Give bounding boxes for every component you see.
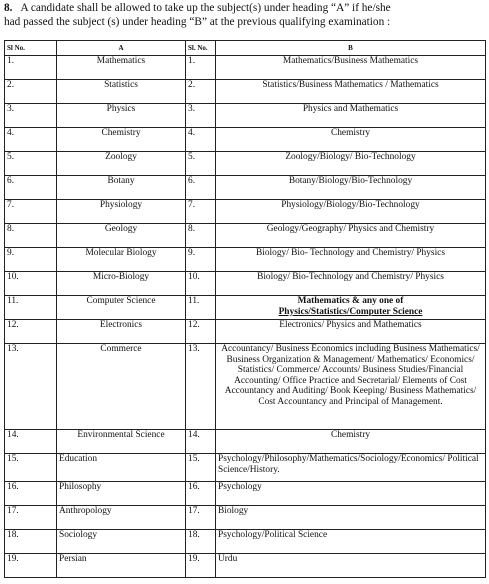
row-sl-b: 13.: [186, 344, 216, 430]
row-subject-b: Biology/ Bio-Technology and Chemistry/ Physics: [216, 272, 486, 296]
row-subject-b: Biology/ Bio- Technology and Chemistry/ Physics: [216, 248, 486, 272]
table-row: [5, 152, 486, 176]
row-sl-b: 17.: [186, 506, 216, 530]
header-b: B: [216, 41, 486, 56]
row-sl-b: 9.: [186, 248, 216, 272]
row-sl-b: 10.: [186, 272, 216, 296]
row-sl-a: 10.: [5, 272, 57, 296]
table-row: [5, 344, 486, 430]
table-row: [5, 248, 486, 272]
row-subject-a: Geology: [57, 224, 186, 248]
row-sl-a: 1.: [5, 56, 57, 80]
row-subject-b-line-2: Physics/Statistics/Computer Science: [278, 306, 423, 317]
row-sl-b: 8.: [186, 224, 216, 248]
row-sl-a: 3.: [5, 104, 57, 128]
row-subject-a: Persian: [57, 554, 186, 578]
row-sl-b: 19.: [186, 554, 216, 578]
row-subject-a: Zoology: [57, 152, 186, 176]
row-subject-b: [216, 296, 486, 320]
row-subject-b: Psychology/Political Science: [216, 530, 486, 554]
table-row: [5, 128, 486, 152]
row-subject-a: Statistics: [57, 80, 186, 104]
row-subject-b: Psychology/Philosophy/Mathematics/Sociology/Economics/ Political Science/History.: [216, 454, 486, 482]
row-sl-a: 7.: [5, 200, 57, 224]
header-sl-no-b: Sl. No.: [186, 41, 216, 56]
row-sl-b: 14.: [186, 430, 216, 454]
row-sl-a: 5.: [5, 152, 57, 176]
row-sl-b: 2.: [186, 80, 216, 104]
header-a: A: [57, 41, 186, 56]
table-row: [5, 56, 486, 80]
row-sl-a: 13.: [5, 344, 57, 430]
row-subject-b: Urdu: [216, 554, 486, 578]
row-subject-a: Education: [57, 454, 186, 482]
row-subject-b: Biology: [216, 506, 486, 530]
row-sl-b: 6.: [186, 176, 216, 200]
row-sl-a: 4.: [5, 128, 57, 152]
row-subject-b: Chemistry: [216, 128, 486, 152]
table-row: [5, 272, 486, 296]
row-subject-a: Mathematics: [57, 56, 186, 80]
table-row: [5, 454, 486, 482]
row-subject-b-line-1: Mathematics & any one of: [297, 296, 404, 306]
row-subject-b: Physiology/Biology/Bio-Technology: [216, 200, 486, 224]
row-sl-b: 15.: [186, 454, 216, 482]
subjects-table: [4, 40, 486, 578]
row-subject-a: Electronics: [57, 320, 186, 344]
row-sl-a: 19.: [5, 554, 57, 578]
row-subject-b: Chemistry: [216, 430, 486, 454]
table-row: [5, 320, 486, 344]
row-sl-a: 15.: [5, 454, 57, 482]
table-row: [5, 224, 486, 248]
intro-line-2: had passed the subject (s) under heading “B” at the previous qualifying examination :: [4, 16, 391, 28]
row-subject-b: Electronics/ Physics and Mathematics: [216, 320, 486, 344]
row-sl-b: 1.: [186, 56, 216, 80]
row-sl-a: 2.: [5, 80, 57, 104]
row-sl-b: 3.: [186, 104, 216, 128]
row-subject-b: Physics and Mathematics: [216, 104, 486, 128]
table-row: [5, 80, 486, 104]
row-subject-b: Zoology/Biology/ Bio-Technology: [216, 152, 486, 176]
row-sl-a: 16.: [5, 482, 57, 506]
row-sl-a: 11.: [5, 296, 57, 320]
table-row: [5, 530, 486, 554]
row-sl-b: 12.: [186, 320, 216, 344]
table-header-row: [5, 41, 486, 56]
clause-number: 8.: [4, 2, 13, 14]
row-sl-a: 17.: [5, 506, 57, 530]
row-subject-a: Micro-Biology: [57, 272, 186, 296]
table-row: [5, 176, 486, 200]
row-sl-b: 4.: [186, 128, 216, 152]
row-subject-a: Environmental Science: [57, 430, 186, 454]
intro-paragraph: [4, 1, 484, 29]
table-row: [5, 104, 486, 128]
row-subject-a: Commerce: [57, 344, 186, 430]
table-row: [5, 296, 486, 320]
table-row: [5, 554, 486, 578]
table-row: [5, 200, 486, 224]
row-sl-a: 6.: [5, 176, 57, 200]
row-sl-a: 8.: [5, 224, 57, 248]
row-subject-b: Botany/Biology/Bio-Technology: [216, 176, 486, 200]
table-row: [5, 482, 486, 506]
row-sl-b: 16.: [186, 482, 216, 506]
row-sl-b: 18.: [186, 530, 216, 554]
row-sl-b: 7.: [186, 200, 216, 224]
row-sl-a: 12.: [5, 320, 57, 344]
row-subject-b: Psychology: [216, 482, 486, 506]
row-subject-a: Physiology: [57, 200, 186, 224]
row-subject-a: Anthropology: [57, 506, 186, 530]
row-subject-b: Mathematics/Business Mathematics: [216, 56, 486, 80]
table-row: [5, 430, 486, 454]
row-subject-a: Sociology: [57, 530, 186, 554]
row-subject-a: Computer Science: [57, 296, 186, 320]
header-sl-no-a: Sl No.: [5, 41, 57, 56]
row-subject-a: Molecular Biology: [57, 248, 186, 272]
row-subject-a: Chemistry: [57, 128, 186, 152]
row-sl-a: 18.: [5, 530, 57, 554]
intro-line-1: A candidate shall be allowed to take up the subject(s) under heading “A” if he/she: [20, 2, 391, 14]
row-subject-a: Physics: [57, 104, 186, 128]
row-sl-b: 5.: [186, 152, 216, 176]
row-sl-a: 9.: [5, 248, 57, 272]
row-subject-a: Botany: [57, 176, 186, 200]
row-subject-a: Philosophy: [57, 482, 186, 506]
row-sl-a: 14.: [5, 430, 57, 454]
table-row: [5, 506, 486, 530]
row-subject-b: Geology/Geography/ Physics and Chemistry: [216, 224, 486, 248]
row-subject-b: Statistics/Business Mathematics / Mathematics: [216, 80, 486, 104]
row-sl-b: 11.: [186, 296, 216, 320]
row-subject-b: Accountancy/ Business Economics including Business Mathematics/ Business Organization & Management/ Mathematics/ Economics/ Statistics/ Commerce/ Accounts/ Business Studies/Financial Accounting/ Office Practice and Secretarial/ Elements of Cost Accountancy and Auditing/ Book Keeping/ Business Mathematics/ Cost Accountancy and Principal of Management.: [216, 344, 486, 430]
